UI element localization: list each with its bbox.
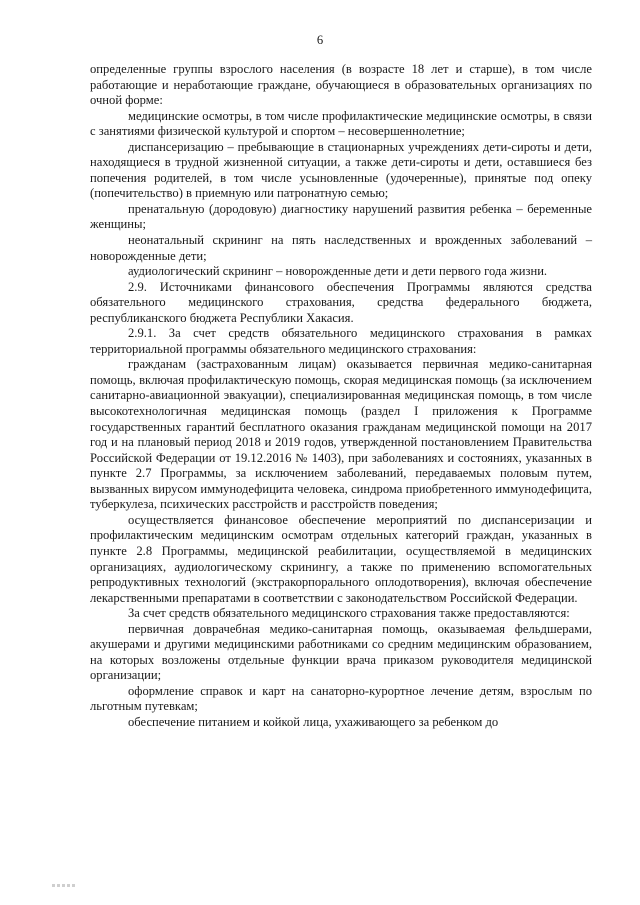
paragraph: гражданам (застрахованным лицам) оказывается первичная медико-санитарная помощь, включая профилактическую помощь, скорая медицинская помощь (за исключением санитарно-авиационной эвакуации), специализированная медицинская помощь, в том числе высокотехнологичная медицинская помощь (раздел I приложения к Программе государственных гарантий бесплатного оказания гражданам медицинской помощи на 2017 год и на плановый период 2018 и 2019 годов, утвержденной постановлением Правительства Российской Федерации от 19.12.2016 № 1403), при заболеваниях и состояниях, указанных в пункте 2.7 Программы, за исключением заболеваний, передаваемых половым путем, вызванных вирусом иммунодефицита человека, синдрома приобретенного иммунодефицита, туберкулеза, психических расстройств и расстройств поведения; [90, 357, 592, 512]
paragraph: оформление справок и карт на санаторно-курортное лечение детям, взрослым по льготным путевкам; [90, 683, 592, 714]
paragraph: аудиологический скрининг – новорожденные дети и дети первого года жизни. [128, 264, 548, 279]
paragraph: За счет средств обязательного медицинского страхования также предоставляются: [128, 606, 570, 621]
paragraph: медицинские осмотры, в том числе профилактические медицинские осмотры, в связи с занятиями физической культурой и спортом – несовершеннолетние; [90, 108, 592, 139]
paragraph: неонатальный скрининг на пять наследственных и врожденных заболеваний – новорожденные дети; [90, 233, 592, 263]
paragraph: осуществляется финансовое обеспечение мероприятий по диспансеризации и профилактическим медицинским осмотрам отдельных категорий граждан, указанных в пункте 2.8 Программы, медицинской реабилитации, осуществляемой в медицинских организациях, аудиологическому скринингу, а также по применению вспомогательных репродуктивных технологий (экстракорпорального оплодотворения), включая обеспечение лекарственными препаратами в соответствии с законодательством Российской Федерации. [90, 512, 592, 605]
scan-artifact [52, 876, 88, 884]
paragraph: обеспечение питанием и койкой лица, ухаживающего за ребенком до [128, 714, 499, 729]
page-number: 6 [316, 33, 324, 47]
document-body [90, 62, 592, 731]
paragraph: диспансеризацию – пребывающие в стационарных учреждениях дети-сироты и дети, находящиеся в трудной жизненной ситуации, а также дети-сироты и дети, оставшиеся без попечения родителей, в том числе усыновленные (удочеренные), принятые под опеку (попечительство) в приемную или патронатную семью; [90, 139, 592, 201]
section-paragraph: 2.9.1. За счет средств обязательного медицинского страхования в рамках территориальной программы обязательного медицинского страхования: [90, 326, 592, 356]
paragraph: определенные группы взрослого населения (в возрасте 18 лет и старше), в том числе работающие и неработающие граждане, обучающиеся в образовательных организациях по очной форме: [90, 62, 592, 108]
section-paragraph: 2.9. Источниками финансового обеспечения Программы являются средства обязательного медицинского страхования, средства федерального бюджета, республиканского бюджета Республики Хакасия. [90, 279, 592, 325]
paragraph: первичная доврачебная медико-санитарная помощь, оказываемая фельдшерами, акушерами и другими медицинскими работниками со средним медицинским образованием, на которых возложены отдельные функции врача приказом руководителя медицинской организации; [90, 621, 592, 683]
paragraph: пренатальную (дородовую) диагностику нарушений развития ребенка – беременные женщины; [90, 201, 592, 232]
